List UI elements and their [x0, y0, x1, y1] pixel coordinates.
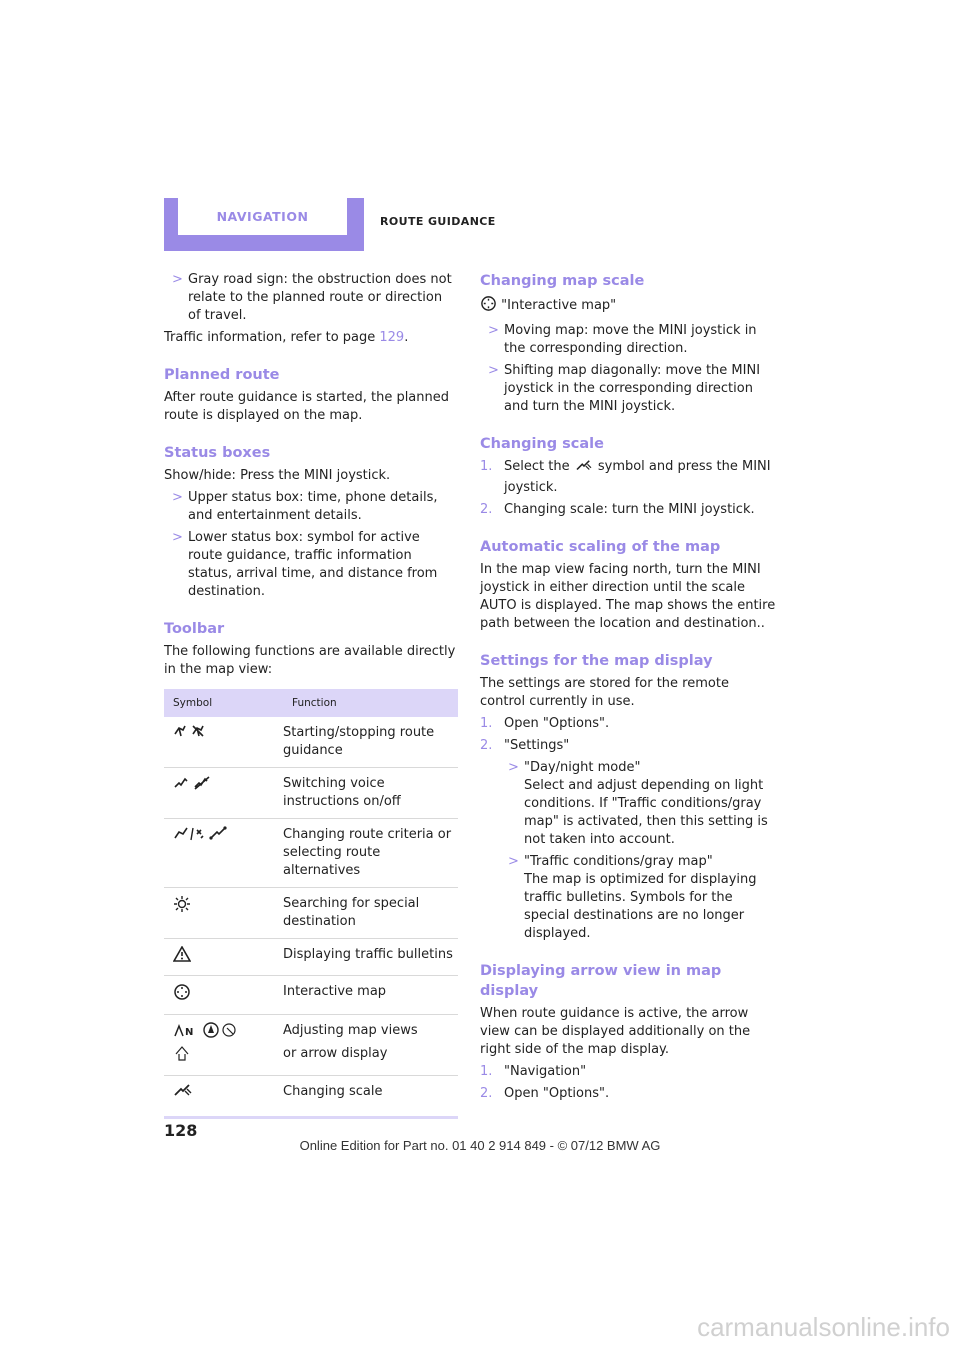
table-row	[164, 1015, 458, 1076]
step-number: 2.	[480, 502, 493, 517]
bullet-day-night	[480, 759, 776, 849]
bullet-marker: >	[172, 530, 183, 545]
step-text-b: symbol and press the MINI joystick.	[504, 459, 771, 495]
automatic-scaling-text: In the map view facing north, turn the MINI joystick in either direction until the scale AUTO is displayed. The map shows the entire path between the location and destination..	[480, 562, 776, 631]
step-number: 1.	[480, 459, 493, 474]
changing-scale-icon	[574, 459, 594, 479]
toolbar-symbol-table	[164, 689, 458, 1119]
function-text: Displaying traffic bulletins	[283, 947, 453, 962]
svg-text:N: N	[185, 1027, 194, 1038]
step-number: 2.	[480, 1086, 493, 1101]
day-night-title: "Day/night mode"	[524, 760, 641, 775]
map-views-icon	[173, 1022, 237, 1068]
bullet-traffic-gray-map	[480, 853, 776, 943]
watermark: carmanualsonline.info	[697, 1312, 950, 1342]
bullet-lower-status	[164, 529, 458, 601]
step-text: Open "Options".	[504, 716, 610, 731]
edition-note: Online Edition for Part no. 01 40 2 914 849 - © 07/12 BMW AG	[299, 1138, 661, 1153]
bullet-marker: >	[172, 490, 183, 505]
table-row	[164, 888, 458, 939]
bullet-text: Gray road sign: the obstruction does not relate to the planned route or direction of travel.	[188, 272, 452, 323]
step-text: Open "Options".	[504, 1086, 610, 1101]
toolbar-heading: Toolbar	[164, 621, 225, 637]
bullet-marker: >	[508, 760, 519, 775]
step-text: Changing scale: turn the MINI joystick.	[504, 502, 755, 517]
function-text: Starting/stopping route guidance	[283, 725, 435, 758]
settings-map-display-heading: Settings for the map display	[480, 653, 713, 669]
step-number: 1.	[480, 716, 493, 731]
traffic-gray-text: The map is optimized for displaying traffic bulletins. Symbols for the special destinations are no longer displayed.	[524, 872, 757, 941]
arrow-step-2	[480, 1085, 776, 1103]
interactive-map-line	[480, 295, 776, 318]
bullet-marker: >	[488, 323, 499, 338]
function-text: Changing route criteria or selecting route alternatives	[283, 827, 452, 878]
interactive-map-label: "Interactive map"	[501, 298, 617, 313]
scale-step-1	[480, 458, 776, 497]
automatic-scaling-heading: Automatic scaling of the map	[480, 539, 721, 555]
step-text-a: Select the	[504, 459, 574, 474]
function-text-2: or arrow display	[283, 1046, 388, 1061]
changing-scale-heading: Changing scale	[480, 436, 604, 452]
day-night-text: Select and adjust depending on light conditions. If "Traffic conditions/gray map" is activated, then this setting is not taken into account.	[524, 778, 768, 847]
settings-step-2	[480, 737, 776, 755]
bullet-moving-map	[480, 322, 776, 358]
bullet-shifting-map	[480, 362, 776, 416]
changing-scale-icon	[173, 1083, 193, 1105]
table-row	[164, 939, 458, 976]
page-link[interactable]: 129	[379, 330, 405, 345]
changing-map-scale-heading: Changing map scale	[480, 273, 645, 289]
step-number: 1.	[480, 1064, 493, 1079]
toolbar-text: The following functions are available directly in the map view:	[164, 644, 456, 677]
table-row	[164, 768, 458, 819]
function-text: Searching for special destination	[283, 896, 420, 929]
traffic-gray-title: "Traffic conditions/gray map"	[524, 854, 713, 869]
arrow-view-text: When route guidance is active, the arrow view can be displayed additionally on the right side of the map display.	[480, 1006, 751, 1057]
settings-step-1	[480, 715, 776, 733]
symbol-column-header: Symbol	[164, 689, 283, 717]
bullet-text: Moving map: move the MINI joystick in the corresponding direction.	[504, 323, 757, 356]
status-boxes-heading: Status boxes	[164, 445, 271, 461]
table-row	[164, 976, 458, 1015]
header-subsection-title: ROUTE GUIDANCE	[380, 215, 496, 228]
table-row	[164, 1076, 458, 1118]
bullet-marker: >	[488, 363, 499, 378]
status-boxes-text: Show/hide: Press the MINI joystick.	[164, 468, 391, 483]
scale-step-2	[480, 501, 776, 519]
bullet-upper-status	[164, 489, 458, 525]
table-row	[164, 819, 458, 888]
function-text: Interactive map	[283, 984, 387, 999]
page-number: 128	[164, 1121, 198, 1140]
bullet-marker: >	[172, 272, 183, 287]
bullet-marker: >	[508, 854, 519, 869]
arrow-view-heading: Displaying arrow view in map display	[480, 963, 722, 999]
bullet-text: Upper status box: time, phone details, and entertainment details.	[188, 490, 438, 523]
traffic-info-ref	[164, 329, 458, 347]
planned-route-heading: Planned route	[164, 367, 280, 383]
voice-instructions-icon	[173, 775, 213, 797]
header-tab	[164, 198, 364, 251]
function-text: Switching voice instructions on/off	[283, 776, 401, 809]
table-row	[164, 717, 458, 768]
planned-route-text: After route guidance is started, the planned route is displayed on the map.	[164, 390, 450, 423]
traffic-info-text: Traffic information, refer to page	[164, 330, 380, 345]
bullet-gray-road-sign	[164, 271, 458, 325]
interactive-map-icon	[480, 295, 497, 318]
function-column-header: Function	[283, 689, 458, 717]
function-text: Adjusting map views	[283, 1023, 418, 1038]
table-header-row	[164, 689, 458, 717]
route-criteria-icon	[173, 826, 227, 848]
bullet-text: Shifting map diagonally: move the MINI joystick in the corresponding direction and turn the MINI joystick.	[504, 363, 761, 414]
route-guidance-icon	[173, 724, 211, 746]
right-column	[480, 271, 776, 1107]
step-number: 2.	[480, 738, 493, 753]
traffic-bulletins-icon	[173, 946, 191, 968]
step-text: "Navigation"	[504, 1064, 587, 1079]
traffic-info-end: .	[404, 330, 409, 345]
function-text: Changing scale	[283, 1084, 383, 1099]
bullet-text: Lower status box: symbol for active route guidance, traffic information status, arrival time, and distance from destination.	[188, 530, 438, 599]
left-column	[164, 271, 458, 1119]
step-text: "Settings"	[504, 738, 570, 753]
settings-text: The settings are stored for the remote control currently in use.	[480, 676, 729, 709]
interactive-map-icon	[173, 983, 191, 1007]
header-section-title: NAVIGATION	[178, 198, 347, 235]
arrow-step-1	[480, 1063, 776, 1081]
special-destination-icon	[173, 895, 191, 919]
